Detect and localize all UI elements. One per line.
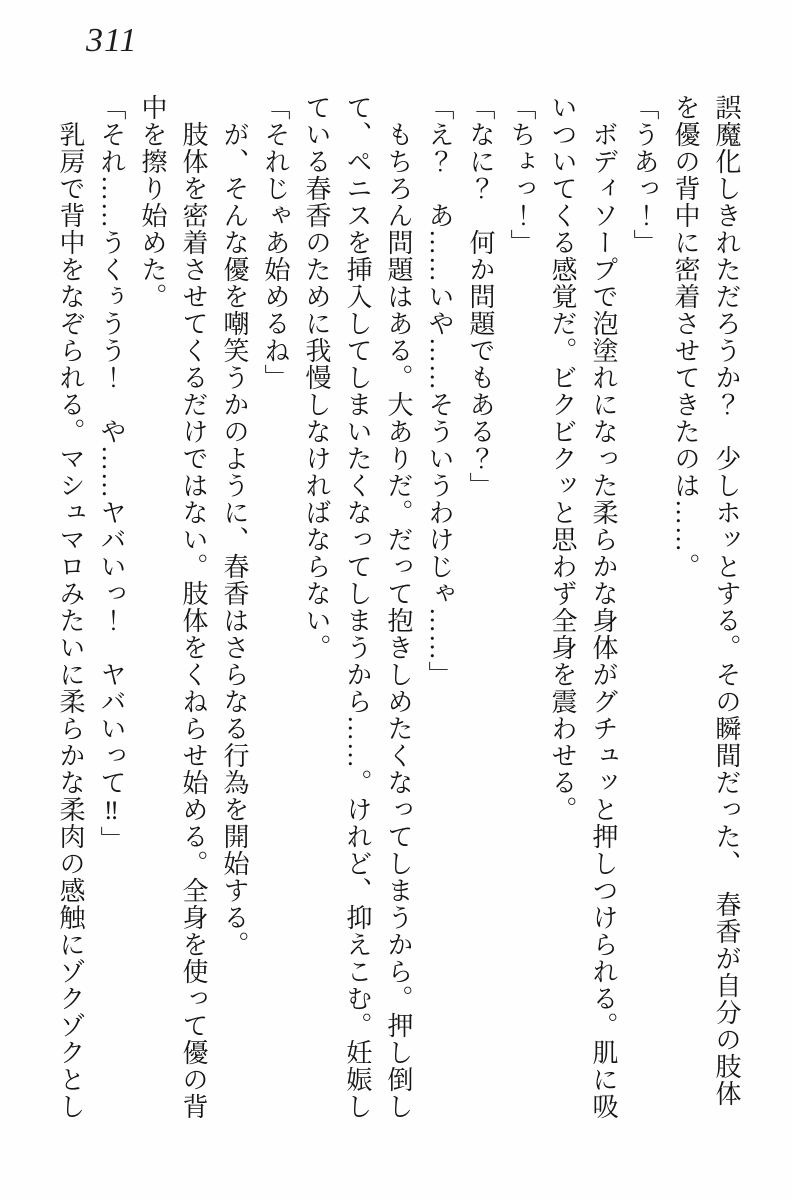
paragraph-narration: が、そんな優を嘲笑うかのように、春香はさらなる行為を開始する。: [220, 121, 249, 958]
paragraph-narration: ボディソープで泡塗れになった柔らかな身体がグチュッと押しつけられる。肌に吸いついてくる感覚だ。ビクビクッと思わず全身を震わせる。: [548, 94, 618, 1120]
page-number: 311: [86, 22, 138, 59]
paragraph-dialogue: 「それ……うくぅうう！ や……ヤバいっ！ ヤバいって‼」: [97, 94, 126, 853]
paragraph-narration: もちろん問題はある。大ありだ。だって抱きしめたくなってしまうから。押し倒して、ペニスを挿入してしまいたくなってしまうから……。けれど、抑えこむ。妊娠している春香のために我慢しなければならない。: [302, 94, 413, 1120]
paragraph-dialogue: 「それじゃあ始めるね」: [261, 94, 290, 391]
paragraph-dialogue: 「ちょっ！」: [507, 94, 536, 256]
paragraph-narration: 肢体を密着させてくるだけではない。肢体をくねらせ始める。全身を使って優の背中を擦り始めた。: [138, 94, 208, 1120]
paragraph-dialogue: 「なに？ 何か問題でもある？」: [466, 94, 495, 499]
paragraph-dialogue: 「うあっ！」: [630, 94, 659, 256]
paragraph-narration: 誤魔化しきれただろうか？ 少しホッとする。その瞬間だった、 春香が自分の肢体を優の背中に密着させてきたのは……。: [671, 94, 741, 1107]
novel-text-block: [50, 94, 747, 1130]
paragraph-narration: 乳房で背中をなぞられる。マシュマロみたいに柔らかな柔肉の感触にゾクゾクとし: [56, 121, 85, 1120]
paragraph-dialogue: 「え？ あ……いや……そういうわけじゃ……」: [425, 94, 454, 688]
